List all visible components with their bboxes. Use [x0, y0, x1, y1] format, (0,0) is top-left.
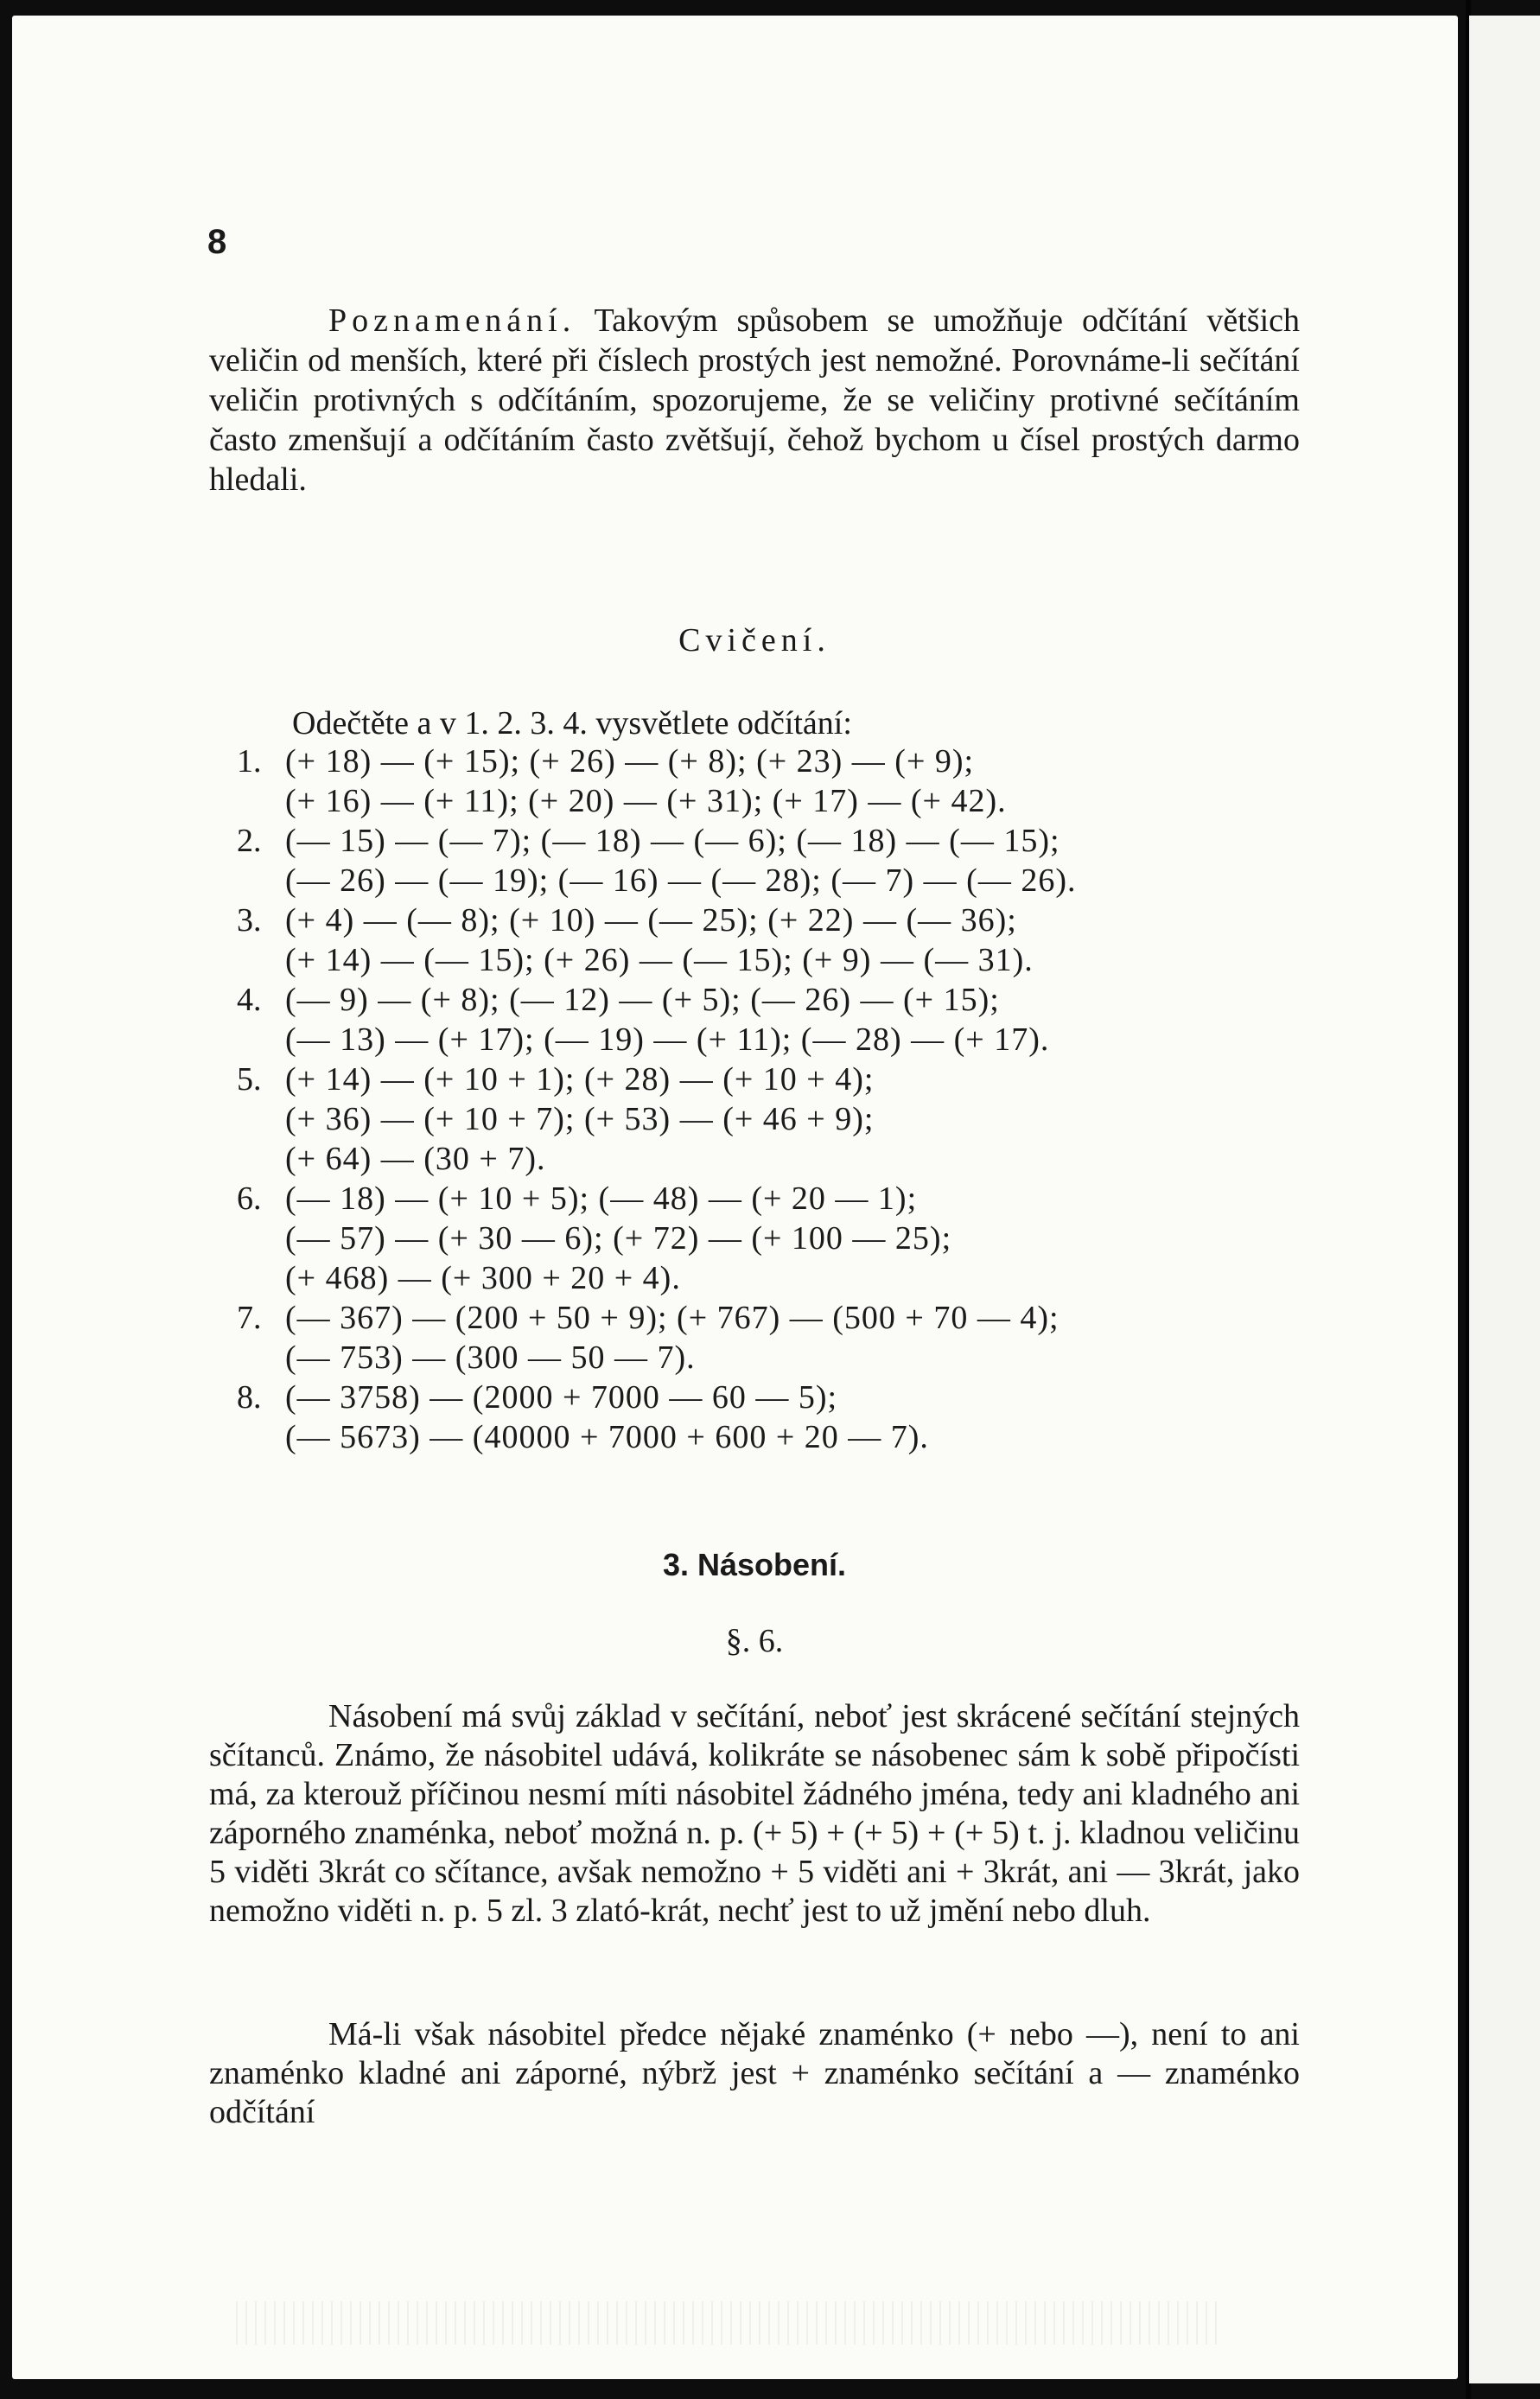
- remark-label: Poznamenání.: [328, 302, 576, 339]
- exercise-item: [237, 1179, 1326, 1298]
- adjacent-page-edge: [1469, 16, 1540, 2383]
- exercise-line: (— 13) — (+ 17); (— 19) — (+ 11); (— 28) — (+ 17).: [285, 1021, 1050, 1058]
- exercise-number: 4.: [237, 982, 262, 1018]
- section-paragraph-2: Má-li však násobitel předce nějaké znaménko (+ nebo —), není to ani znaménko kladné ani záporné, nýbrž jest + znaménko sečítání a — znaménko odčítání: [209, 2016, 1300, 2130]
- section-title: 3. Násobení.: [662, 1547, 847, 1582]
- exercise-line: (+ 14) — (+ 10 + 1); (+ 28) — (+ 10 + 4);: [285, 1061, 875, 1098]
- exercise-line: (— 3758) — (2000 + 7000 — 60 — 5);: [285, 1379, 838, 1416]
- exercise-line: (+ 468) — (+ 300 + 20 + 4).: [285, 1260, 681, 1296]
- exercise-line: (— 5673) — (40000 + 7000 + 600 + 20 — 7).: [285, 1419, 929, 1455]
- exercise-number: 3.: [237, 902, 262, 939]
- scan-smudge: [228, 2301, 1222, 2345]
- exercise-number: 8.: [237, 1379, 262, 1416]
- exercise-item: [237, 1378, 1326, 1457]
- exercise-line: (— 18) — (+ 10 + 5); (— 48) — (+ 20 — 1);: [285, 1180, 918, 1217]
- exercises-heading: Cvičení.: [678, 622, 830, 659]
- exercise-line: (— 367) — (200 + 50 + 9); (+ 767) — (500 + 70 — 4);: [285, 1300, 1060, 1336]
- exercise-line: (+ 4) — (— 8); (+ 10) — (— 25); (+ 22) — (— 36);: [285, 902, 1017, 939]
- exercise-item: [237, 1298, 1326, 1378]
- exercise-number: 2.: [237, 823, 262, 859]
- exercise-number: 7.: [237, 1300, 262, 1336]
- exercise-item: [237, 980, 1326, 1060]
- exercise-item: [237, 900, 1326, 980]
- exercise-line: (— 15) — (— 7); (— 18) — (— 6); (— 18) — (— 15);: [285, 823, 1060, 859]
- exercise-line: (— 9) — (+ 8); (— 12) — (+ 5); (— 26) — (+ 15);: [285, 982, 1000, 1018]
- paragraph-mark: §. 6.: [725, 1623, 784, 1659]
- section-paragraph-1: Násobení má svůj základ v sečítání, neboť jest skrácené sečítání stejných sčítanců. Známo, že násobitel udává, kolikráte se násobenec sám k sobě připočísti má, za kterouž příčinou nesmí míti násobitel žádného jména, tedy ani kladného ani záporného znaménka, neboť možná n. p. (+ 5) + (+ 5) + (+ 5) t. j. kladnou veličinu 5 viděti 3krát co sčítance, avšak nemožno + 5 viděti ani + 3krát, ani — 3krát, jako nemožno viděti n. p. 5 zl. 3 zlató-krát, nechť jest to už jmění nebo dluh.: [209, 1698, 1300, 1929]
- exercise-line: (+ 64) — (30 + 7).: [285, 1141, 546, 1177]
- exercises-intro: Odečtěte a v 1. 2. 3. 4. vysvětlete odčítání:: [292, 705, 852, 741]
- exercise-line: (+ 18) — (+ 15); (+ 26) — (+ 8); (+ 23) — (+ 9);: [285, 743, 975, 780]
- exercise-number: 1.: [237, 743, 262, 780]
- exercise-item: [237, 741, 1326, 821]
- book-page: [12, 16, 1458, 2379]
- exercise-line: (+ 14) — (— 15); (+ 26) — (— 15); (+ 9) — (— 31).: [285, 942, 1034, 978]
- exercise-item: [237, 821, 1326, 900]
- remark-text: Takovým spůsobem se umožňuje odčítání většich veličin od menších, které při číslech prostých jest nemožné. Porovnáme-li sečítání veličin protivných s odčítáním, spozorujeme, že se veličiny protivné sečítáním často zmenšují a odčítáním často zvětšují, čehož bychom u čísel prostých darmo hledali.: [209, 302, 1300, 498]
- page-number: 8: [207, 223, 227, 261]
- remark-paragraph: [209, 301, 1300, 500]
- exercise-list: [237, 741, 1326, 1457]
- exercise-line: (— 26) — (— 19); (— 16) — (— 28); (— 7) — (— 26).: [285, 862, 1077, 899]
- exercise-number: 6.: [237, 1180, 262, 1217]
- exercise-line: (+ 16) — (+ 11); (+ 20) — (+ 31); (+ 17) — (+ 42).: [285, 783, 1007, 819]
- exercise-item: [237, 1060, 1326, 1179]
- exercise-line: (— 753) — (300 — 50 — 7).: [285, 1339, 696, 1376]
- exercise-number: 5.: [237, 1061, 262, 1098]
- exercise-line: (+ 36) — (+ 10 + 7); (+ 53) — (+ 46 + 9);: [285, 1101, 875, 1137]
- exercise-line: (— 57) — (+ 30 — 6); (+ 72) — (+ 100 — 25);: [285, 1220, 952, 1257]
